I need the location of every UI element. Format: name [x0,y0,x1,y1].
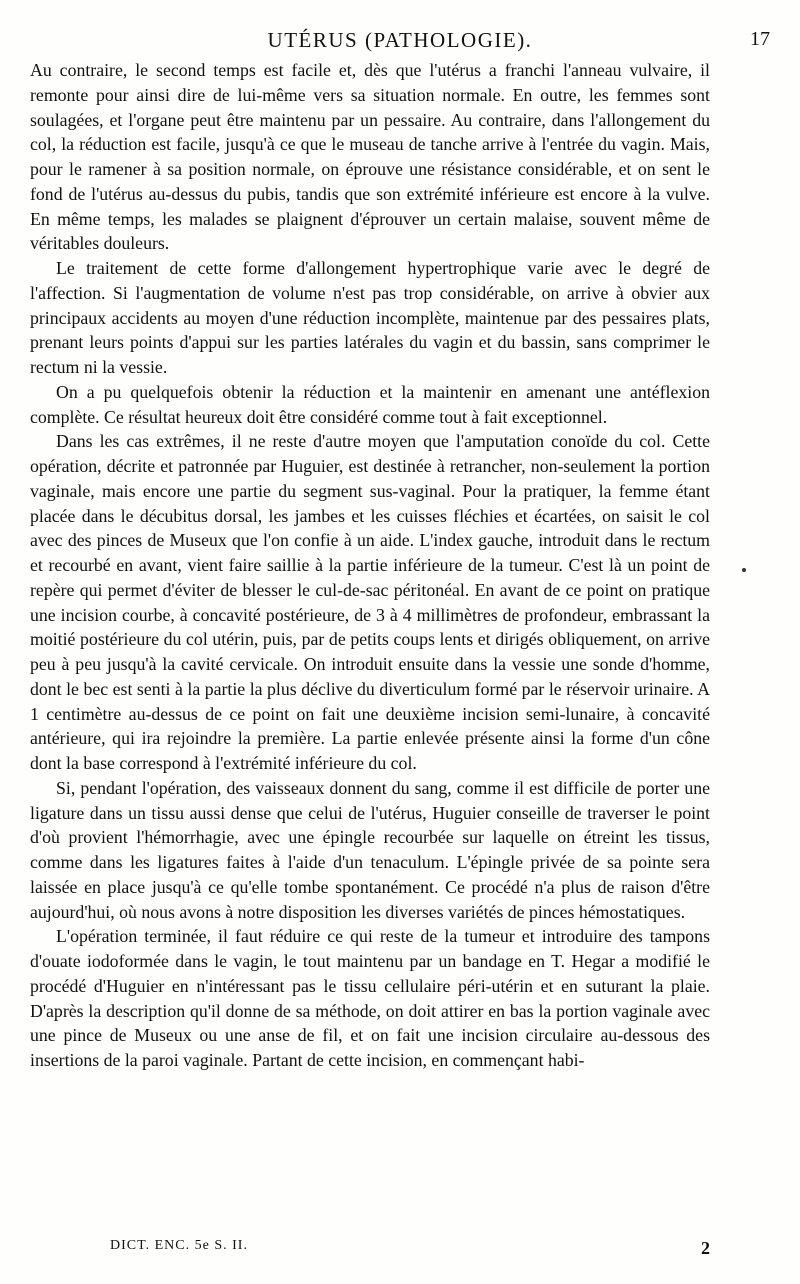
page-header [30,28,770,56]
signature-mark: DICT. ENC. 5e S. II. [110,1238,248,1253]
paragraph: Si, pendant l'opération, des vaisseaux donnent du sang, comme il est difficile de porter une ligature dans un tissu aussi dense que celui de l'utérus, Huguier conseille de traverser le point d'où provient l'hémorrhagie, avec une épingle recourbée sur laquelle on étreint les tissus, comme dans les ligatures faites à l'aide d'un tenaculum. L'épingle privée de sa pointe sera laissée en place jusqu'à ce qu'elle tombe spontanément. Ce procédé n'a plus de raison d'être aujourd'hui, où nous avons à notre disposition les diverses variétés de pinces hémostatiques. [30,777,710,922]
paragraph: Au contraire, le second temps est facile et, dès que l'utérus a franchi l'anneau vulvaire, il remonte pour ainsi dire de lui-même vers sa situation normale. En outre, les femmes sont soulagées, et l'organe peut être maintenu par un pessaire. Au contraire, dans l'allongement du col, la réduction est facile, jusqu'à ce que le museau de tanche arrive à l'entrée du vagin. Mais, pour le ramener à sa position normale, on éprouve une résistance considérable, et on sent le fond de l'utérus au-dessus du pubis, tandis que son extrémité inférieure est encore à la vulve. En même temps, les malades se plaignent d'éprouver un certain malaise, souvent même de véritables douleurs. [30,60,710,254]
page-body [30,58,710,1073]
paragraph: Dans les cas extrêmes, il ne reste d'autre moyen que l'amputation conoïde du col. Cette opération, décrite et patronnée par Huguier, est destinée à retrancher, non-seulement la portion vaginale, mais encore une partie du segment sus-vaginal. Pour la pratiquer, la femme étant placée dans le décubitus dorsal, les jambes et les cuisses fléchies et écartées, on saisit le col avec des pinces de Museux que l'on confie à un aide. L'index gauche, introduit dans le rectum et recourbé en avant, vient faire saillie à la partie inférieure de la tumeur. C'est là un point de repère qui permet d'éviter de blesser le cul-de-sac péritonéal. En avant de ce point on pratique une incision courbe, à concavité postérieure, de 3 à 4 millimètres de profondeur, embrassant la moitié postérieure du col utérin, puis, par de petits coups lents et dirigés obliquement, on arrive peu à peu jusqu'à la cavité cervicale. On introduit ensuite dans la vessie une sonde d'homme, dont le bec est senti à la partie la plus déclive du diverticulum formé par le réservoir urinaire. A 1 centimètre au-dessus de ce point on fait une deuxième incision semi-lunaire, à concavité antérieure, qui ira rejoindre la première. La partie enlevée présente ainsi la forme d'un cône dont la base correspond à l'extrémité inférieure du col. [30,431,710,773]
paragraph: On a pu quelquefois obtenir la réduction et la maintenir en amenant une antéflexion complète. Ce résultat heureux doit être considéré comme tout à fait exceptionnel. [30,381,710,427]
ink-speck [742,568,746,572]
paragraph: Le traitement de cette forme d'allongement hypertrophique varie avec le degré de l'affection. Si l'augmentation de volume n'est pas trop considérable, on arrive à obvier aux principaux accidents au moyen d'une réduction incomplète, maintenue par des pessaires plats, prenant leurs points d'appui sur les parties latérales du vagin et du bassin, sans comprimer le rectum ni la vessie. [30,258,710,377]
page-footer [30,1238,770,1262]
page-number: 17 [750,28,770,50]
running-title: UTÉRUS (PATHOLOGIE). [267,28,533,52]
signature-number: 2 [701,1238,710,1258]
paragraph: L'opération terminée, il faut réduire ce qui reste de la tumeur et introduire des tampons d'ouate iodoformée dans le vagin, le tout maintenu par un bandage en T. Hegar a modifié le procédé d'Huguier en n'intéressant pas le tissu cellulaire péri-utérin et en suturant la plaie. D'après la description qu'il donne de sa méthode, on doit attirer en bas la portion vaginale avec une pince de Museux ou une anse de fil, et on fait une incision circulaire au-dessous des insertions de la paroi vaginale. Partant de cette incision, en commençant habi- [30,926,710,1070]
